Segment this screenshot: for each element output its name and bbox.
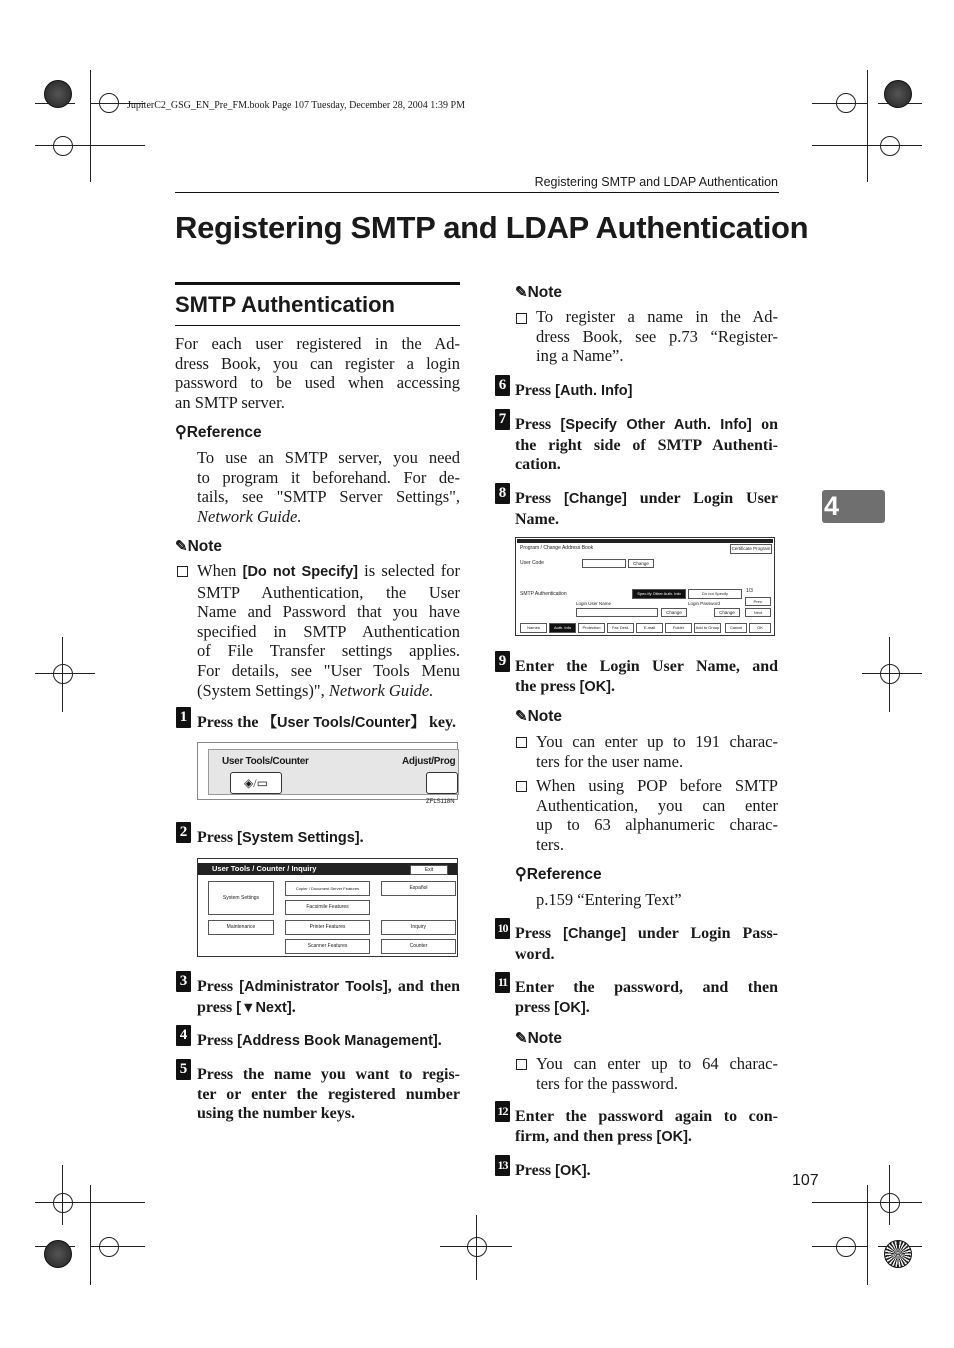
registration-target-icon	[836, 1237, 856, 1257]
color-wheel-icon	[884, 1240, 912, 1268]
step-number-10: 10	[495, 918, 510, 939]
user-code-change-button[interactable]: Change	[628, 559, 654, 568]
key-icon: ⚲	[175, 424, 187, 441]
login-user-change-button[interactable]: Change	[661, 608, 687, 617]
user-code-label: User Code	[520, 560, 544, 566]
adjust-prog-label: Adjust/Prog	[402, 756, 456, 767]
reference-text: To use an SMTP server, you need to program it beforehand. For de- tails, see "SMTP Server Settings", Network Guide.	[197, 448, 460, 526]
registration-target-icon	[467, 1237, 487, 1257]
screen-title: Program / Change Address Book	[520, 545, 594, 551]
step-number-3: 3	[176, 971, 191, 992]
intro-paragraph: For each user registered in the Ad- dress Book, you can register a login password to be used when accessing an SMTP server.	[175, 334, 460, 412]
note-heading: ✎Note	[175, 538, 223, 555]
checkbox-bullet-icon	[516, 781, 527, 792]
step-8-text: Press [Change] under Login User Name.	[515, 490, 779, 528]
do-not-specify-button[interactable]: Do not Specify	[688, 589, 742, 599]
login-password-change-button[interactable]: Change	[714, 608, 740, 617]
panel-code: ZFLS118N	[426, 799, 455, 805]
chapter-tab	[822, 490, 885, 523]
user-code-field[interactable]	[582, 559, 626, 568]
step-number-8: 8	[495, 483, 510, 504]
section-title: SMTP Authentication	[175, 292, 395, 317]
adjust-key[interactable]	[426, 772, 458, 794]
note-text: When [Do not Specify] is selected for SMTP Authentication, the User Name and Password that you have specified in SMTP Authentication of File Transfer settings applies. For details, see "User Tools Menu (System Settings)", Network Guide.	[197, 561, 460, 700]
checkbox-bullet-icon	[516, 737, 527, 748]
ok-button[interactable]: OK	[749, 623, 771, 633]
note2-item-2: When using POP before SMTP Authentication, you can enter up to 63 alphanumeric charac- ters.	[536, 776, 778, 854]
cancel-button[interactable]: Cancel	[725, 623, 747, 633]
note-heading: ✎Note	[515, 1030, 563, 1047]
tab-email[interactable]: E-mail	[636, 623, 663, 633]
color-wheel-icon	[44, 80, 72, 108]
note1-text: To register a name in the Ad- dress Book, see p.73 “Register- ing a Name”.	[536, 307, 778, 366]
prev-button[interactable]: Prev.	[745, 597, 771, 606]
reference-heading: ⚲Reference	[175, 424, 262, 441]
step-number-1: 1	[176, 707, 191, 728]
login-user-name-label: Login User Name	[576, 601, 612, 606]
tab-auth-info[interactable]: Auth. Info	[549, 623, 576, 633]
step-number-9: 9	[495, 651, 510, 672]
running-header: Registering SMTP and LDAP Authentication	[534, 175, 778, 189]
facsimile-features-button[interactable]: Facsimile Features	[285, 900, 370, 915]
step-number-6: 6	[495, 375, 510, 396]
exit-button[interactable]: Exit	[410, 865, 448, 875]
smtp-auth-label: SMTP Authentication	[520, 591, 567, 597]
step-number-2: 2	[176, 822, 191, 843]
step-6-text: Press [Auth. Info]	[515, 382, 633, 399]
scanner-features-button[interactable]: Scanner Features	[285, 939, 370, 954]
registration-target-icon	[53, 136, 73, 156]
tab-row	[520, 623, 772, 632]
registration-target-icon	[880, 664, 900, 684]
login-user-name-field[interactable]	[576, 608, 658, 617]
user-tools-screen	[197, 858, 458, 957]
header-rule	[175, 192, 779, 193]
reference-heading: ⚲Reference	[515, 866, 602, 883]
address-book-screen	[515, 537, 775, 636]
screen-titlebar: User Tools / Counter / Inquiry Exit	[198, 863, 457, 875]
step-4-text: Press [Address Book Management].	[197, 1032, 442, 1049]
maintenance-button[interactable]: Maintenance	[208, 920, 274, 935]
system-settings-button[interactable]: System Settings	[208, 881, 274, 915]
note-heading: ✎Note	[515, 284, 563, 301]
chapter-number: 4	[824, 491, 840, 521]
language-button[interactable]: Español	[381, 881, 456, 896]
tab-protection[interactable]: Protection	[578, 623, 605, 633]
registration-target-icon	[99, 93, 119, 113]
step-2-text: Press [System Settings].	[197, 829, 364, 846]
user-tools-key[interactable]: ◈/▭	[230, 772, 282, 794]
color-wheel-icon	[44, 1240, 72, 1268]
checkbox-bullet-icon	[516, 1059, 527, 1070]
registration-target-icon	[53, 664, 73, 684]
note3-item-1: You can enter up to 64 charac- ters for the password.	[536, 1054, 778, 1093]
pencil-icon: ✎	[175, 538, 188, 555]
login-password-label: Login Password	[688, 601, 721, 606]
step-number-4: 4	[176, 1025, 191, 1046]
checkbox-bullet-icon	[516, 313, 527, 324]
step-number-5: 5	[176, 1059, 191, 1080]
page-indicator: 1/3	[746, 588, 753, 594]
color-wheel-icon	[884, 80, 912, 108]
pencil-icon: ✎	[515, 1030, 528, 1047]
copier-features-button[interactable]: Copier / Document Server Features	[285, 881, 370, 896]
note2-item-1: You can enter up to 191 charac- ters for the user name.	[536, 732, 778, 771]
registration-target-icon	[880, 136, 900, 156]
registration-target-icon	[53, 1193, 73, 1213]
step-5-text: Press the name you want to regis- ter or enter the registered number using the number keys.	[197, 1066, 460, 1123]
key-icon: ⚲	[515, 866, 527, 883]
specify-other-auth-button[interactable]: Spec.Ify Other Auth. Info	[632, 589, 686, 599]
counter-button[interactable]: Counter	[381, 939, 456, 954]
reference-text: p.159 “Entering Text”	[536, 890, 682, 909]
step-number-13: 13	[495, 1155, 510, 1176]
certificate-program-button[interactable]: Certificate Program	[730, 544, 772, 554]
step-number-12: 12	[495, 1101, 510, 1122]
inquiry-button[interactable]: Inquiry	[381, 920, 456, 935]
step-9-text: Enter the Login User Name, and the press [OK].	[515, 658, 778, 695]
pencil-icon: ✎	[515, 708, 528, 725]
file-header: JupiterC2_GSG_EN_Pre_FM.book Page 107 Tuesday, December 28, 2004 1:39 PM	[127, 100, 465, 111]
pencil-icon: ✎	[515, 284, 528, 301]
step-7-text: Press [Specify Other Auth. Info] on the right side of SMTP Authenti- cation.	[515, 416, 778, 474]
step-number-7: 7	[495, 409, 510, 430]
page-title: Registering SMTP and LDAP Authentication	[175, 210, 809, 245]
registration-target-icon	[880, 1193, 900, 1213]
tab-folder[interactable]: Folder	[665, 623, 692, 633]
tab-names[interactable]: Names	[520, 623, 547, 633]
step-1-text: Press the 【User Tools/Counter】 key.	[197, 714, 457, 731]
next-button[interactable]: Next	[745, 608, 771, 617]
printer-features-button[interactable]: Printer Features	[285, 920, 370, 935]
tab-add-to-group[interactable]: Add to Group	[694, 623, 721, 633]
step-13-text: Press [OK].	[515, 1162, 591, 1179]
step-3-text: Press [Administrator Tools], and then press [▼Next].	[197, 978, 460, 1016]
checkbox-bullet-icon	[177, 566, 188, 577]
user-tools-label: User Tools/Counter	[222, 756, 309, 767]
step-10-text: Press [Change] under Login Pass- word.	[515, 925, 779, 963]
section-rule-top	[175, 282, 460, 285]
section-rule-bottom	[175, 325, 460, 326]
registration-target-icon	[99, 1237, 119, 1257]
step-11-text: Enter the password, and then press [OK].	[515, 979, 778, 1016]
step-number-11: 11	[495, 972, 510, 993]
page-number: 107	[792, 1172, 819, 1189]
note-heading: ✎Note	[515, 708, 563, 725]
step-12-text: Enter the password again to con- firm, and then press [OK].	[515, 1108, 778, 1145]
control-panel-image	[197, 742, 458, 800]
registration-target-icon	[836, 93, 856, 113]
tab-fax-dest[interactable]: Fax Dest.	[607, 623, 634, 633]
